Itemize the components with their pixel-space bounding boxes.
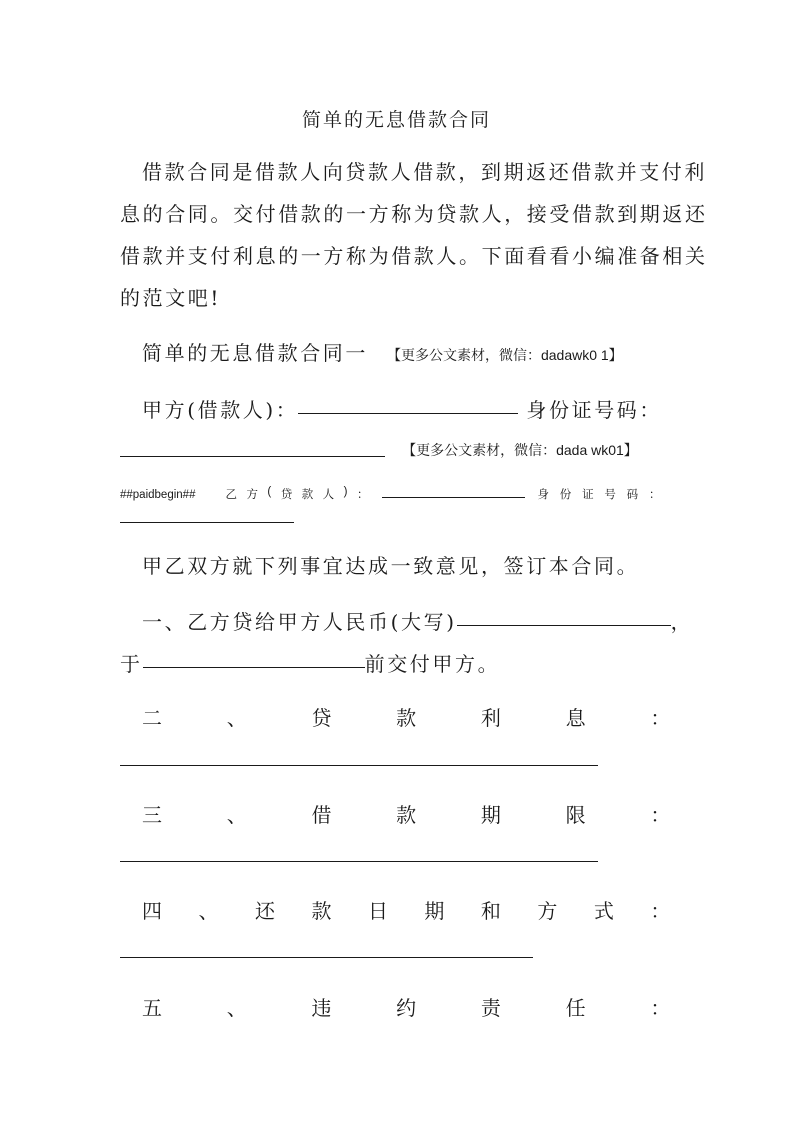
clause-3-char: 期 (480, 803, 504, 827)
clause-3-blank (120, 861, 598, 862)
section-heading-row (120, 339, 695, 369)
clause-4-char: 式 (593, 899, 617, 923)
clause-4-label (142, 897, 673, 925)
party-b-char: ： (356, 489, 369, 501)
party-a-id-blank (120, 455, 385, 457)
clause-3-char: 借 (311, 803, 335, 827)
party-a-name-blank (298, 412, 518, 414)
party-b-id-char: 份 (559, 489, 572, 501)
clause-1-row-2 (120, 650, 673, 678)
clause-4-char: 日 (367, 899, 391, 923)
clause-1-date-blank (143, 666, 365, 668)
party-b-label (225, 486, 368, 502)
clause-1-prefix: 于 (120, 652, 143, 676)
party-b-char: 方 (246, 489, 258, 501)
party-b-char: 乙 (225, 489, 237, 501)
promo-note-2: 【更多公文素材，微信：dada wk01】 (402, 442, 638, 458)
clause-5-row (120, 994, 695, 1022)
promo-note-1: 【更多公文素材，微信：dadawk0 1】 (386, 347, 623, 363)
paid-marker: ##paidbegin## (120, 489, 196, 501)
clause-4-char: 款 (311, 899, 335, 923)
clause-1-amount-blank (457, 624, 671, 626)
clause-4-char: ： (650, 899, 673, 923)
clause-1-text: 一、乙方贷给甲方人民币(大写) (142, 610, 457, 634)
party-b-id-char: ： (648, 489, 661, 501)
party-b-char: ) (343, 486, 348, 498)
clause-3-char: 限 (565, 803, 589, 827)
party-b-char: 款 (301, 489, 314, 501)
clause-5-char: 五 (142, 996, 165, 1020)
clause-2-label (142, 704, 673, 732)
clause-1-row (120, 608, 695, 636)
party-b-id-label (537, 486, 660, 502)
clause-4-blank (120, 957, 533, 958)
clause-2-char: 二 (142, 706, 165, 730)
party-b-name-blank (382, 496, 525, 498)
clause-4-char: 方 (537, 899, 560, 923)
party-a-row (120, 396, 695, 424)
clause-4-row (120, 897, 695, 925)
clause-5-char: 违 (311, 996, 335, 1020)
party-b-id-char: 号 (604, 489, 616, 501)
clause-4-char: 四 (142, 899, 165, 923)
clause-5-label (142, 994, 673, 1022)
clause-2-char: 利 (480, 706, 504, 730)
clause-5-char: 、 (226, 996, 250, 1020)
party-b-id-char: 身 (537, 489, 549, 501)
party-b-char: 人 (322, 489, 335, 501)
party-b-char: 贷 (280, 489, 293, 501)
clause-3-row (120, 801, 695, 829)
clause-2-char: 息 (565, 706, 589, 730)
clause-1-comma: ， (670, 610, 694, 634)
party-a-label: 甲方(借款人)： (142, 398, 299, 422)
intro-line-4: 的范文吧! (120, 286, 222, 310)
party-b-id-char: 证 (582, 489, 594, 501)
document-title: 简单的无息借款合同 (301, 109, 491, 131)
intro-line-2: 息的合同。交付借款的一方称为贷款人，接受借款到期返还 (120, 202, 708, 226)
party-b-row (120, 486, 673, 502)
clause-4-char: 、 (198, 899, 222, 923)
clause-2-row (120, 704, 695, 732)
clause-5-char: 约 (396, 996, 419, 1020)
clause-5-char: 任 (565, 996, 589, 1020)
clause-2-char: ： (650, 706, 673, 730)
clause-3-char: ： (650, 803, 673, 827)
agreement-line: 甲乙双方就下列事宜达成一致意见，签订本合同。 (142, 554, 640, 578)
clause-4-char: 还 (254, 899, 278, 923)
clause-3-label (142, 801, 673, 829)
party-a-id-row (120, 440, 673, 460)
party-a-id-label: 身份证号码： (526, 398, 663, 422)
clause-4-char: 和 (480, 899, 504, 923)
intro-line-3: 借款并支付利息的一方称为借款人。下面看看小编准备相关 (120, 244, 708, 268)
party-b-char: ( (267, 486, 272, 498)
party-b-id-blank (120, 522, 294, 523)
clause-4-char: 期 (424, 899, 448, 923)
clause-3-char: 、 (226, 803, 250, 827)
clause-5-char: ： (650, 996, 673, 1020)
clause-1-suffix: 前交付甲方。 (364, 652, 501, 676)
clause-5-char: 责 (480, 996, 504, 1020)
clause-3-char: 三 (142, 803, 165, 827)
clause-3-char: 款 (396, 803, 419, 827)
intro-line-1: 借款合同是借款人向贷款人借款，到期返还借款并支付利 (142, 160, 707, 184)
clause-2-char: 款 (396, 706, 419, 730)
clause-2-char: 、 (226, 706, 250, 730)
clause-2-char: 贷 (311, 706, 335, 730)
clause-2-blank (120, 765, 598, 766)
party-b-id-char: 码 (626, 489, 639, 501)
section-heading: 简单的无息借款合同一 (142, 341, 368, 365)
